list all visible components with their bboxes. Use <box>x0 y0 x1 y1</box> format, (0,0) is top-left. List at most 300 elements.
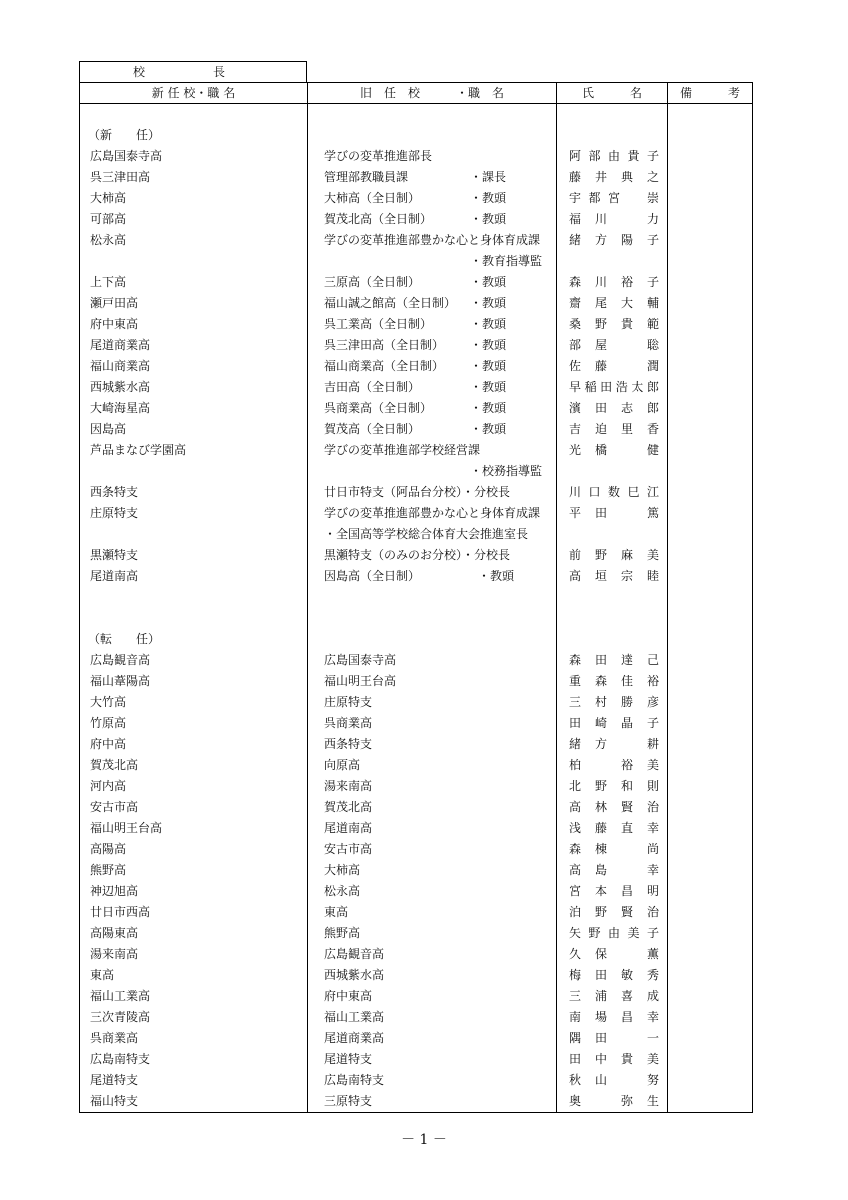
new-school: 大柿高 <box>90 191 127 205</box>
table-row <box>80 1070 752 1091</box>
name-char: 勝 <box>620 695 633 709</box>
person-name <box>568 209 660 230</box>
name-char: 浩 <box>615 380 628 394</box>
name-char: 隅 <box>568 1031 581 1045</box>
name-char: 奥 <box>568 1094 581 1108</box>
name-char <box>620 860 634 881</box>
title-box: 校 長 <box>79 61 307 82</box>
name-char: 治 <box>646 800 659 814</box>
name-char: 宮 <box>607 191 620 205</box>
new-school: 西条特支 <box>90 485 139 499</box>
name-char: 久 <box>568 947 581 961</box>
old-school: ・全国高等学校総合体育大会推進室長 <box>324 527 529 541</box>
name-char <box>620 440 634 461</box>
name-char: 達 <box>620 653 633 667</box>
old-position: ・教頭 <box>470 359 507 373</box>
old-position: ・教頭 <box>470 422 507 436</box>
person-name <box>568 944 660 965</box>
new-school: 広島国泰寺高 <box>90 149 163 163</box>
name-char: 喜 <box>620 989 633 1003</box>
table-row <box>80 419 752 440</box>
name-char: 村 <box>594 695 607 709</box>
person-name <box>568 1028 660 1049</box>
person-name <box>568 440 660 461</box>
table-row <box>80 839 752 860</box>
person-name <box>568 986 660 1007</box>
table-row <box>80 734 752 755</box>
name-char: 田 <box>568 1052 581 1066</box>
old-school: 向原高 <box>324 758 361 772</box>
name-char: 直 <box>620 821 633 835</box>
name-char <box>594 1091 608 1112</box>
person-name <box>568 755 660 776</box>
name-char: 晶 <box>620 716 633 730</box>
name-char <box>627 188 641 209</box>
name-char: 重 <box>568 674 581 688</box>
header-new-post: 新 任 校・職 名 <box>151 86 236 100</box>
new-school: 尾道特支 <box>90 1073 139 1087</box>
name-char: 力 <box>646 212 659 226</box>
table-row <box>80 293 752 314</box>
old-school: 福山商業高（全日制） <box>324 359 445 373</box>
name-char: 秀 <box>646 968 659 982</box>
table-row <box>80 1007 752 1028</box>
name-char: 野 <box>588 926 601 940</box>
name-char: 子 <box>646 233 659 247</box>
name-char: 彦 <box>646 695 659 709</box>
old-school: 広島国泰寺高 <box>324 653 397 667</box>
name-char <box>620 503 634 524</box>
name-char: 篤 <box>646 506 659 520</box>
person-name <box>568 692 660 713</box>
name-char: 子 <box>646 149 659 163</box>
name-char: 島 <box>594 863 607 877</box>
table-row <box>80 440 752 461</box>
name-char: 口 <box>588 485 601 499</box>
old-position: ・教頭 <box>470 317 507 331</box>
name-char: 麻 <box>620 548 633 562</box>
old-position: ・教頭 <box>470 401 507 415</box>
name-char: 崇 <box>646 191 659 205</box>
old-school: 大柿高 <box>324 863 361 877</box>
name-char: 則 <box>646 779 659 793</box>
table-row <box>80 209 752 230</box>
old-school: 学びの変革推進部長 <box>324 149 433 163</box>
name-char: 佐 <box>568 359 581 373</box>
name-char: 郎 <box>646 380 659 394</box>
new-school: 高陽高 <box>90 842 127 856</box>
name-char: 太 <box>631 380 644 394</box>
name-char: 子 <box>646 716 659 730</box>
name-char: 典 <box>620 170 633 184</box>
new-school: 瀬戸田高 <box>90 296 139 310</box>
name-char: 聡 <box>646 338 659 352</box>
name-char: 佳 <box>620 674 633 688</box>
old-school: 尾道特支 <box>324 1052 373 1066</box>
name-char: 矢 <box>568 926 581 940</box>
name-char: 子 <box>646 275 659 289</box>
table-row <box>80 398 752 419</box>
name-char: 由 <box>607 149 620 163</box>
table-row <box>80 713 752 734</box>
old-school: 呉商業高（全日制） <box>324 401 433 415</box>
name-char: 田 <box>594 401 607 415</box>
table-row <box>80 923 752 944</box>
person-name <box>568 482 660 503</box>
name-char: 吉 <box>568 422 581 436</box>
new-school: 尾道商業高 <box>90 338 151 352</box>
person-name <box>568 839 660 860</box>
name-char: 賢 <box>620 800 633 814</box>
name-char: 美 <box>646 758 659 772</box>
new-school: 三次青陵高 <box>90 1010 151 1024</box>
new-school: 福山明王台高 <box>90 821 163 835</box>
person-name <box>568 188 660 209</box>
name-char: 裕 <box>620 758 633 772</box>
person-name <box>568 377 660 398</box>
name-char: 垣 <box>594 569 607 583</box>
old-school: 三原特支 <box>324 1094 373 1108</box>
name-char: 棟 <box>594 842 607 856</box>
name-char: 井 <box>594 170 607 184</box>
name-char: 泊 <box>568 905 581 919</box>
old-school: 東高 <box>324 905 349 919</box>
table-row <box>80 188 752 209</box>
name-char: 齋 <box>568 296 581 310</box>
name-char: 屋 <box>594 338 607 352</box>
old-position: ・教育指導監 <box>470 254 543 268</box>
name-char: 山 <box>594 1073 607 1087</box>
name-char: 由 <box>607 926 620 940</box>
header-remarks: 備 考 <box>679 86 740 100</box>
new-school: 福山葦陽高 <box>90 674 151 688</box>
new-school: 黒瀬特支 <box>90 548 139 562</box>
old-school: 松永高 <box>324 884 361 898</box>
new-school: 府中東高 <box>90 317 139 331</box>
name-char: 昌 <box>620 1010 633 1024</box>
person-name <box>568 293 660 314</box>
name-char: 幸 <box>646 1010 659 1024</box>
name-char: 田 <box>600 380 613 394</box>
person-name <box>568 1049 660 1070</box>
name-char: 本 <box>594 884 607 898</box>
new-school: 安古市高 <box>90 800 139 814</box>
old-school: 黒瀬特支（のみのお分校）・分校長 <box>324 548 511 562</box>
old-school: 広島観音高 <box>324 947 385 961</box>
new-school: 上下高 <box>90 275 127 289</box>
old-school: 賀茂北高（全日制） <box>324 212 433 226</box>
name-char: 林 <box>594 800 607 814</box>
name-char: 昌 <box>620 884 633 898</box>
table-row <box>80 545 752 566</box>
name-char: 田 <box>594 968 607 982</box>
old-school: 安古市高 <box>324 842 373 856</box>
old-school: 吉田高（全日制） <box>324 380 421 394</box>
name-char: 川 <box>594 212 607 226</box>
new-school: 湯来南高 <box>90 947 139 961</box>
person-name <box>568 902 660 923</box>
table-row <box>80 755 752 776</box>
old-school: 大柿高（全日制） <box>324 191 421 205</box>
new-school: 福山工業高 <box>90 989 151 1003</box>
old-position: ・教頭 <box>470 191 507 205</box>
old-school: 呉工業高（全日制） <box>324 317 433 331</box>
old-school: 呉商業高 <box>324 716 373 730</box>
table-row <box>80 1049 752 1070</box>
person-name <box>568 860 660 881</box>
old-school: 賀茂高（全日制） <box>324 422 421 436</box>
old-position: ・教頭 <box>470 380 507 394</box>
old-school: 湯来南高 <box>324 779 373 793</box>
table-row <box>80 1028 752 1049</box>
name-char: 南 <box>568 1010 581 1024</box>
old-school: 庄原特支 <box>324 695 373 709</box>
name-char: 平 <box>568 506 581 520</box>
table-row <box>80 335 752 356</box>
person-name <box>568 335 660 356</box>
new-school: 福山商業高 <box>90 359 151 373</box>
new-school: 竹原高 <box>90 716 127 730</box>
name-char: 輔 <box>646 296 659 310</box>
table-row <box>80 902 752 923</box>
old-position: ・教頭 <box>470 275 507 289</box>
old-position: ・教頭 <box>470 296 507 310</box>
name-char: 和 <box>620 779 633 793</box>
section-label: （新 任） <box>88 128 161 142</box>
page-number: － 1 － <box>401 1132 447 1148</box>
name-char: 明 <box>646 884 659 898</box>
table-row <box>80 566 752 587</box>
name-char: 川 <box>594 275 607 289</box>
name-char: 大 <box>620 296 633 310</box>
table-row <box>80 272 752 293</box>
new-school: 大崎海星高 <box>90 401 151 415</box>
name-char: 福 <box>568 212 581 226</box>
old-school: 呉三津田高（全日制） <box>324 338 445 352</box>
name-char: 美 <box>646 1052 659 1066</box>
new-school: 広島南特支 <box>90 1052 151 1066</box>
new-school: 庄原特支 <box>90 506 139 520</box>
person-name <box>568 545 660 566</box>
name-char: 宗 <box>620 569 633 583</box>
person-name <box>568 146 660 167</box>
old-school: 尾道商業高 <box>324 1031 385 1045</box>
name-char: 裕 <box>620 275 633 289</box>
personnel-table <box>79 82 753 1113</box>
person-name <box>568 1007 660 1028</box>
old-school: 尾道南高 <box>324 821 373 835</box>
old-position: ・教頭 <box>478 569 515 583</box>
table-row <box>80 377 752 398</box>
person-name <box>568 671 660 692</box>
old-school: 福山明王台高 <box>324 674 397 688</box>
table-row-continuation <box>80 251 752 272</box>
person-name <box>568 230 660 251</box>
header-divider <box>80 103 752 104</box>
table-row <box>80 650 752 671</box>
name-char: 部 <box>588 149 601 163</box>
person-name <box>568 734 660 755</box>
old-school: 因島高（全日制） <box>324 569 421 583</box>
old-school: 賀茂北高 <box>324 800 373 814</box>
name-char: 宇 <box>568 191 581 205</box>
table-row <box>80 986 752 1007</box>
name-char: 田 <box>568 716 581 730</box>
name-char: 阿 <box>568 149 581 163</box>
name-char: 高 <box>568 800 581 814</box>
table-row-continuation <box>80 524 752 545</box>
name-char: 田 <box>594 653 607 667</box>
new-school: 高陽東高 <box>90 926 139 940</box>
name-char: 貴 <box>620 1052 633 1066</box>
old-school: 西城紫水高 <box>324 968 385 982</box>
name-char: 敏 <box>620 968 633 982</box>
name-char: 薫 <box>646 947 659 961</box>
name-char: 野 <box>594 779 607 793</box>
name-char: 治 <box>646 905 659 919</box>
name-char: 崎 <box>594 716 607 730</box>
name-char: 三 <box>568 695 581 709</box>
name-char: 都 <box>588 191 601 205</box>
name-char: 中 <box>594 1052 607 1066</box>
name-char: 前 <box>568 548 581 562</box>
name-char: 子 <box>646 926 659 940</box>
name-char: 柏 <box>568 758 581 772</box>
name-char: 高 <box>568 863 581 877</box>
name-char: 森 <box>568 275 581 289</box>
name-char: 美 <box>646 548 659 562</box>
new-school: 福山特支 <box>90 1094 139 1108</box>
name-char: 賢 <box>620 905 633 919</box>
new-school: 廿日市西高 <box>90 905 151 919</box>
name-char: 浅 <box>568 821 581 835</box>
person-name <box>568 713 660 734</box>
name-char: 森 <box>568 842 581 856</box>
new-school: 府中高 <box>90 737 127 751</box>
name-char: 野 <box>594 548 607 562</box>
old-school: 学びの変革推進部豊かな心と身体育成課 <box>324 233 541 247</box>
name-char: 巳 <box>627 485 640 499</box>
name-char: 己 <box>646 653 659 667</box>
table-row <box>80 146 752 167</box>
new-school: 芦品まなび学園高 <box>90 443 187 457</box>
name-char: 生 <box>646 1094 659 1108</box>
old-school: 福山工業高 <box>324 1010 385 1024</box>
name-char: 尾 <box>594 296 607 310</box>
name-char <box>620 356 634 377</box>
name-char: 藤 <box>594 821 607 835</box>
name-char: 三 <box>568 989 581 1003</box>
name-char: 成 <box>646 989 659 1003</box>
table-row <box>80 167 752 188</box>
person-name <box>568 1070 660 1091</box>
name-char: 田 <box>594 1031 607 1045</box>
old-school: 三原高（全日制） <box>324 275 421 289</box>
name-char <box>620 209 634 230</box>
name-char: 北 <box>568 779 581 793</box>
name-char: 弥 <box>620 1094 633 1108</box>
person-name <box>568 566 660 587</box>
new-school: 東高 <box>90 968 115 982</box>
table-row <box>80 1091 752 1112</box>
new-school: 因島高 <box>90 422 127 436</box>
name-char: 郎 <box>646 401 659 415</box>
name-char: 森 <box>594 674 607 688</box>
person-name <box>568 776 660 797</box>
new-school: 河内高 <box>90 779 127 793</box>
name-char: 藤 <box>568 170 581 184</box>
name-char: 川 <box>568 485 581 499</box>
name-char <box>620 335 634 356</box>
name-char: 緒 <box>568 737 581 751</box>
person-name <box>568 881 660 902</box>
name-char: 陽 <box>620 233 633 247</box>
name-char: 健 <box>646 443 659 457</box>
name-char: 保 <box>594 947 607 961</box>
name-char: 部 <box>568 338 581 352</box>
name-char <box>620 1070 634 1091</box>
old-position: ・教頭 <box>470 212 507 226</box>
name-char <box>594 755 608 776</box>
new-school: 熊野高 <box>90 863 127 877</box>
person-name <box>568 398 660 419</box>
name-char: 場 <box>594 1010 607 1024</box>
table-row <box>80 860 752 881</box>
name-char: 努 <box>646 1073 659 1087</box>
new-school: 呉商業高 <box>90 1031 139 1045</box>
name-char: 田 <box>594 506 607 520</box>
name-char: 早 <box>568 380 581 394</box>
person-name <box>568 923 660 944</box>
section-transfer <box>80 629 752 650</box>
old-position: ・課長 <box>470 170 507 184</box>
new-school: 可部高 <box>90 212 127 226</box>
table-row <box>80 503 752 524</box>
person-name <box>568 167 660 188</box>
name-char: 方 <box>594 737 607 751</box>
section-label: （転 任） <box>88 632 161 646</box>
section-new <box>80 125 752 146</box>
table-row <box>80 230 752 251</box>
name-char <box>620 944 634 965</box>
name-char: 方 <box>594 233 607 247</box>
name-char: 野 <box>594 905 607 919</box>
name-char: 範 <box>646 317 659 331</box>
new-school: 大竹高 <box>90 695 127 709</box>
name-char: 志 <box>620 401 633 415</box>
name-char: 光 <box>568 443 581 457</box>
name-char: 一 <box>646 1031 659 1045</box>
table-row <box>80 314 752 335</box>
name-char: 秋 <box>568 1073 581 1087</box>
name-char: 迫 <box>594 422 607 436</box>
name-char: 貴 <box>627 149 640 163</box>
old-position: ・教頭 <box>470 338 507 352</box>
name-char: 梅 <box>568 968 581 982</box>
person-name <box>568 314 660 335</box>
name-char: 幸 <box>646 863 659 877</box>
table-row <box>80 356 752 377</box>
old-school: 西条特支 <box>324 737 373 751</box>
new-school: 神辺旭高 <box>90 884 139 898</box>
name-char: 森 <box>568 653 581 667</box>
person-name <box>568 818 660 839</box>
table-row <box>80 944 752 965</box>
header-name: 氏 名 <box>581 86 642 100</box>
table-row-continuation <box>80 461 752 482</box>
new-school: 西城紫水高 <box>90 380 151 394</box>
old-school: 管理部教職員課 <box>324 170 409 184</box>
